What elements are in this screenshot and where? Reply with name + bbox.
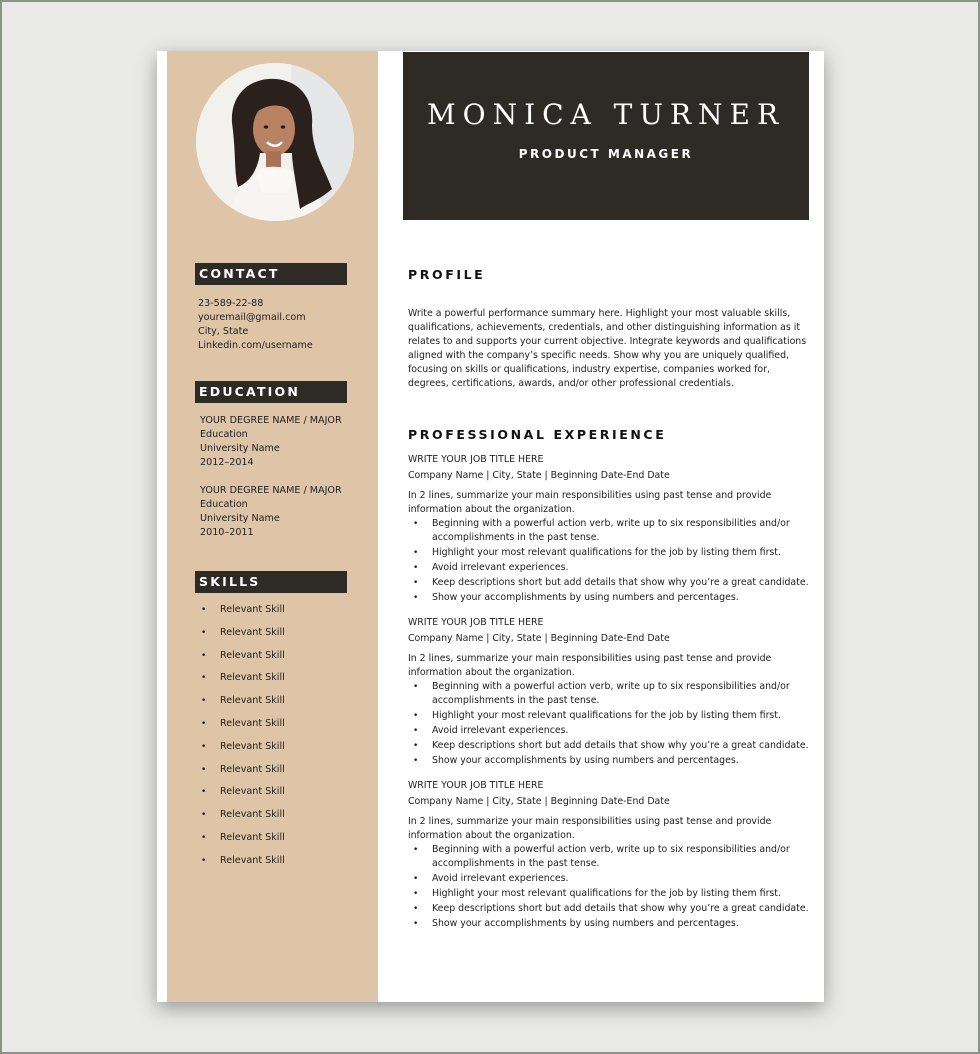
- education-school: University Name: [200, 443, 280, 454]
- skill-item: • Relevant Skill: [201, 740, 285, 752]
- education-years: 2012–2014: [200, 457, 254, 468]
- list-item: • Avoid irrelevant experiences.: [413, 725, 569, 736]
- job-entry: [408, 779, 813, 932]
- job-title: WRITE YOUR JOB TITLE HERE: [408, 780, 544, 791]
- skill-item: • Relevant Skill: [201, 809, 285, 821]
- education-field: Education: [200, 499, 248, 510]
- bullet-icon: •: [413, 726, 419, 736]
- bullet-icon: •: [201, 810, 207, 821]
- list-item: • Beginning with a powerful action verb, write up to six responsibilities and/or accomplishments in the past tense.: [413, 518, 790, 543]
- name-banner: [403, 52, 809, 220]
- skill-item: • Relevant Skill: [201, 604, 285, 615]
- contact-email: youremail@gmail.com: [198, 312, 306, 323]
- job-summary: In 2 lines, summarize your main responsibilities using past tense and provide information about the organization.: [408, 816, 772, 841]
- list-item: • Keep descriptions short but add details that show why you’re a great candidate.: [413, 903, 809, 914]
- bullet-icon: •: [413, 919, 419, 929]
- list-item: • Keep descriptions short but add details that show why you’re a great candidate.: [413, 740, 809, 751]
- job-entry: [408, 616, 813, 769]
- bullet-icon: •: [201, 764, 207, 775]
- job-entry: [408, 453, 813, 606]
- list-item: • Keep descriptions short but add details that show why you’re a great candidate.: [413, 577, 809, 588]
- skill-item: • Relevant Skill: [201, 854, 285, 866]
- contact-phone: 23-589-22-88: [198, 298, 264, 309]
- bullet-icon: •: [413, 904, 419, 914]
- job-summary: In 2 lines, summarize your main responsibilities using past tense and provide information about the organization.: [408, 653, 772, 678]
- bullet-icon: •: [413, 845, 419, 855]
- bullet-icon: •: [413, 874, 419, 884]
- profile-photo: [196, 63, 354, 221]
- sidebar: [167, 51, 378, 1002]
- bullet-icon: •: [413, 578, 419, 588]
- skill-item: • Relevant Skill: [201, 786, 285, 798]
- education-degree: YOUR DEGREE NAME / MAJOR: [200, 415, 342, 426]
- bullet-icon: •: [413, 889, 419, 899]
- resume-page: [157, 51, 824, 1002]
- profile-heading: PROFILE: [408, 267, 486, 282]
- contact-location: City, State: [198, 326, 249, 337]
- list-item: • Show your accomplishments by using numbers and percentages.: [413, 755, 739, 766]
- bullet-icon: •: [413, 519, 419, 529]
- contact-details: [198, 297, 313, 353]
- skill-item: • Relevant Skill: [201, 831, 285, 843]
- job-company: Company Name | City, State | Beginning Date-End Date: [408, 633, 670, 644]
- bullet-icon: •: [413, 741, 419, 751]
- bullet-icon: •: [413, 711, 419, 721]
- list-item: • Avoid irrelevant experiences.: [413, 873, 569, 884]
- bullet-icon: •: [201, 855, 207, 866]
- education-field: Education: [200, 429, 248, 440]
- skill-item: • Relevant Skill: [201, 626, 285, 638]
- job-company: Company Name | City, State | Beginning Date-End Date: [408, 796, 670, 807]
- education-heading: EDUCATION: [195, 381, 347, 403]
- bullet-icon: •: [201, 673, 207, 684]
- list-item: • Beginning with a powerful action verb, write up to six responsibilities and/or accomplishments in the past tense.: [413, 681, 790, 706]
- skill-item: • Relevant Skill: [201, 695, 285, 707]
- experience-heading: PROFESSIONAL EXPERIENCE: [408, 427, 667, 442]
- bullet-icon: •: [201, 696, 207, 707]
- education-years: 2010–2011: [200, 527, 254, 538]
- bullet-icon: •: [201, 627, 207, 638]
- job-bullets: [408, 517, 813, 605]
- list-item: • Beginning with a powerful action verb, write up to six responsibilities and/or accomplishments in the past tense.: [413, 844, 790, 869]
- list-item: • Highlight your most relevant qualifications for the job by listing them first.: [413, 710, 781, 721]
- education-entry: [200, 414, 342, 470]
- job-title: WRITE YOUR JOB TITLE HERE: [408, 454, 544, 465]
- contact-heading: CONTACT: [195, 263, 347, 285]
- list-item: • Avoid irrelevant experiences.: [413, 562, 569, 573]
- bullet-icon: •: [201, 650, 207, 661]
- list-item: • Show your accomplishments by using numbers and percentages.: [413, 592, 739, 603]
- skill-item: • Relevant Skill: [201, 649, 285, 661]
- list-item: • Highlight your most relevant qualifications for the job by listing them first.: [413, 547, 781, 558]
- skills-heading: SKILLS: [195, 571, 347, 593]
- bullet-icon: •: [201, 741, 207, 752]
- skill-item: • Relevant Skill: [201, 717, 285, 729]
- bullet-icon: •: [201, 718, 207, 729]
- skill-item: • Relevant Skill: [201, 763, 285, 775]
- bullet-icon: •: [413, 593, 419, 603]
- bullet-icon: •: [413, 682, 419, 692]
- list-item: • Show your accomplishments by using numbers and percentages.: [413, 918, 739, 929]
- bullet-icon: •: [413, 563, 419, 573]
- job-bullets: [408, 843, 813, 931]
- candidate-name: MONICA TURNER: [426, 98, 786, 131]
- bullet-icon: •: [413, 548, 419, 558]
- education-school: University Name: [200, 513, 280, 524]
- bullet-icon: •: [201, 832, 207, 843]
- bullet-icon: •: [201, 787, 207, 798]
- contact-linkedin: Linkedin.com/username: [198, 340, 313, 351]
- job-summary: In 2 lines, summarize your main responsibilities using past tense and provide information about the organization.: [408, 490, 772, 515]
- skill-item: • Relevant Skill: [201, 672, 285, 684]
- skills-list: [201, 603, 285, 877]
- profile-text: Write a powerful performance summary here. Highlight your most valuable skills, qualifications, achievements, credentials, and other distinguishing information as it relates to and supports your current objective. Integrate keywords and qualifications aligned with the company’s specific needs. Show why you are uniquely qualified, focusing on skills or qualifications, industry expertise, companies worked for, degrees, certifications, awards, and/or other professional credentials.: [408, 308, 807, 389]
- job-title: WRITE YOUR JOB TITLE HERE: [408, 617, 544, 628]
- education-degree: YOUR DEGREE NAME / MAJOR: [200, 485, 342, 496]
- job-bullets: [408, 680, 813, 768]
- candidate-role: PRODUCT MANAGER: [518, 147, 694, 161]
- education-entry: [200, 484, 342, 540]
- bullet-icon: •: [201, 605, 207, 615]
- bullet-icon: •: [413, 756, 419, 766]
- list-item: • Highlight your most relevant qualifications for the job by listing them first.: [413, 888, 781, 899]
- job-company: Company Name | City, State | Beginning Date-End Date: [408, 470, 670, 481]
